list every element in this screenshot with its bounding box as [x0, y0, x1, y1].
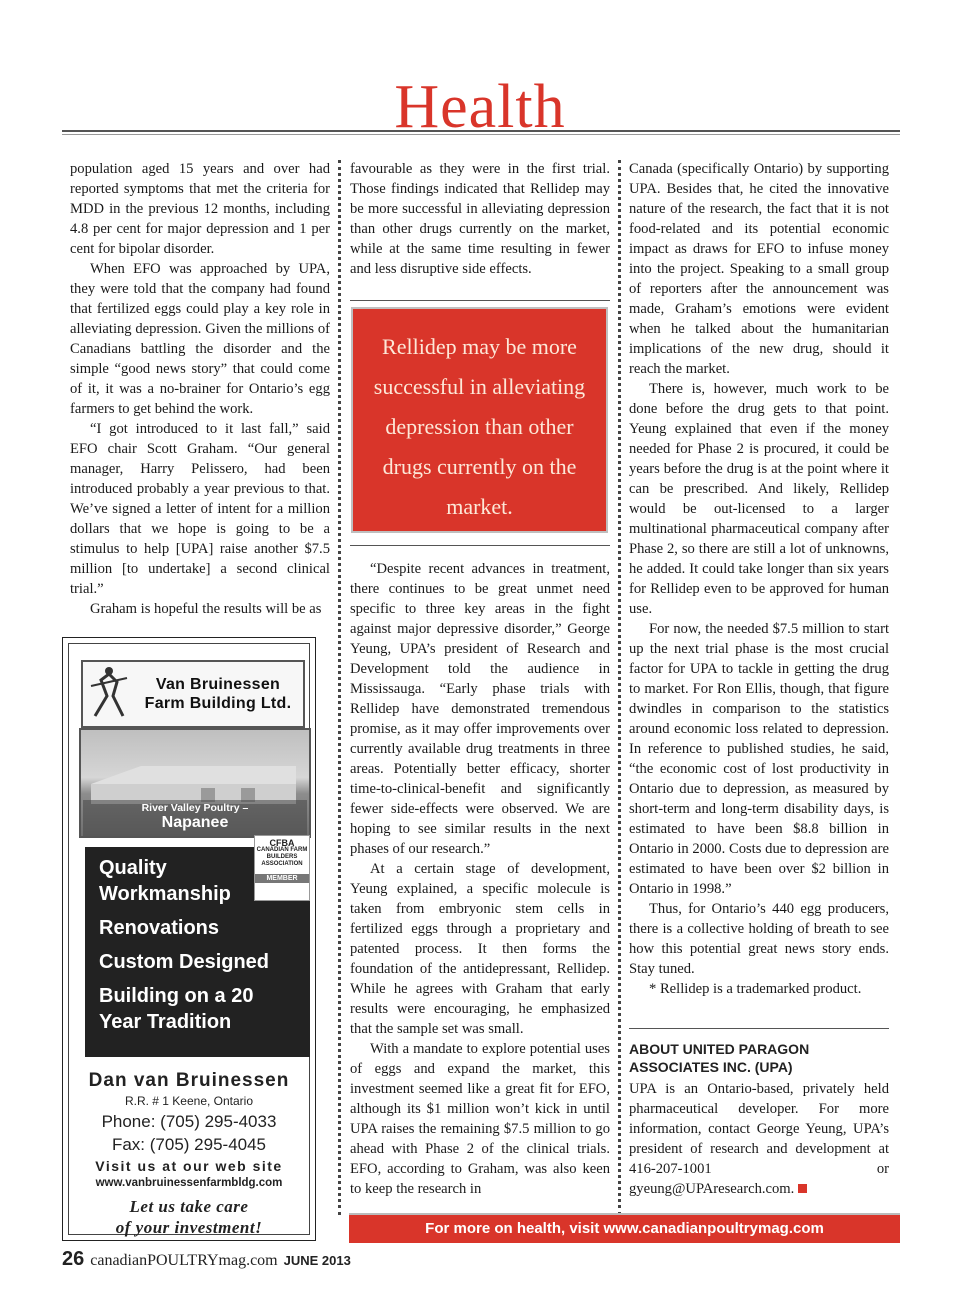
column-divider-dots	[338, 160, 341, 1215]
service-item: Building on a 20 Year Tradition	[99, 985, 254, 1033]
contact-phone: Phone: (705) 295-4033	[101, 1112, 277, 1131]
paragraph: Canada (specifically Ontario) by supporting UPA. Besides that, he cited the innovative nature of the research, the fact that it is not food-related and its potential economic impact as draws for EFO to infuse money into the project. Speaking to a small group of reporters after the announcement was made, Graham’s emotions were evident when he talked about the humanitarian implications of the new drug, should it reach the market.	[629, 161, 889, 377]
paragraph: Thus, for Ontario’s 440 egg producers, there is a collective holding of breath to see how this potential great news story ends. Stay tuned.	[629, 901, 889, 977]
service-item: Quality Workmanship	[99, 857, 231, 905]
contact-name: Dan van Bruinessen	[88, 1070, 290, 1091]
contact-address: R.R. # 1 Keene, Ontario	[124, 1094, 254, 1108]
column-divider-dots	[618, 160, 621, 1215]
paragraph: When EFO was approached by UPA, they were told that the company had found that fertilized eggs could play a key role in alleviating depression. Given the millions of Canadians battling the disorder and the simple “good news story” that could come of it, it was a no-brainer for Ontario’s egg farmers to get behind the work.	[70, 261, 330, 417]
paragraph: “Despite recent advances in treatment, there continues to be great unmet need specific to three key areas in the fight against major depressive disorder,” George Yeung, UPA’s president of Research and Development told the audience in Mississauga. “Early phase trials with Rellidep have demonstrated tremendous promise, as it may offer improvements over currently available drug treatments in three areas. Potentially better efficacy, shorter time-to-clinical-benefit and significantly fewer side-effects were observed. We are hoping to see similar results in the next phases of our research.”	[350, 561, 610, 857]
article-column-3	[629, 159, 889, 999]
paragraph: favourable as they were in the first trial. Those findings indicated that Rellidep may be more successful in alleviating depression than other drugs currently on the market, while at the same time resulting in fewer and less disruptive side effects.	[350, 161, 610, 277]
company-name-line1: Van Bruinessen	[155, 676, 281, 693]
photo-caption-line2: Napanee	[161, 814, 229, 831]
tagline-line2: of your investment!	[115, 1218, 263, 1237]
paragraph: At a certain stage of development, Yeung explained, a specific molecule is taken from embryonic stem cells in fertilized eggs through a proprietary and patented process. It then forms the foundation of the antidepressant, Rellidep. While he agrees with Graham that early results were encouraging, he emphasized that the sample set was small.	[350, 861, 610, 1037]
sidebar-rule	[629, 1028, 889, 1029]
paragraph: For now, the needed $7.5 million to start up the next trial phase is the most crucial factor for UPA to tackle in getting the drug to market. For Ron Ellis, though, that figure dwindles in comparison to the statistics around economic loss related to depression. In reference to published studies, he said, “the economic cost of lost productivity in Ontario due to depression, as measured by short-term and long-term disability days, is estimated to have been $8.8 billion in Ontario in 2000. Costs due to depression are estimated to have been over $2 billion in Ontario in 1998.”	[629, 621, 889, 897]
cfba-mark: CFBA	[269, 838, 295, 848]
ad-frame	[68, 643, 310, 1235]
barn-builder-figure-icon	[87, 666, 131, 720]
service-item: Renovations	[99, 917, 220, 939]
article-column-2-top	[350, 159, 610, 279]
page-number: 26	[62, 1248, 85, 1270]
advertisement	[62, 637, 316, 1241]
article-column-1	[70, 159, 330, 619]
footer-banner: For more on health, visit www.canadianpoultrymag.com	[349, 1213, 900, 1243]
website-url: www.vanbruinessenfarmbldg.com	[95, 1177, 283, 1189]
about-box	[629, 1079, 889, 1199]
paragraph: “I got introduced to it last fall,” said EFO chair Scott Graham. “Our general manager, Harry Pelissero, had been introduced probably a year previous to that. We’ve signed a letter of intent for a million dollars that we hope is going to be a stimulus to help [UPA] raise another $7.5 million [to undertake] a second clinical trial.”	[70, 421, 330, 597]
pullquote-rule-bottom	[350, 545, 610, 546]
about-heading: ABOUT UNITED PARAGON ASSOCIATES INC. (UPA)	[629, 1041, 810, 1075]
photo-caption	[83, 800, 307, 836]
service-item: Custom Designed	[99, 951, 270, 973]
company-name-line2: Farm Building Ltd.	[144, 695, 292, 712]
pull-quote: Rellidep may be more successful in alleviating depression than other drugs currently on the market.	[351, 307, 608, 533]
magazine-site: canadianPOULTRYmag.com	[90, 1252, 278, 1269]
cfba-member-badge	[254, 835, 310, 901]
paragraph: With a mandate to explore potential uses of eggs and expand the market, this investment seemed like a great fit for EFO, although its $1 million won’t kick in until UPA raises the remaining $7.5 million to go ahead with Phase 2 of the clinical trials. EFO, according to Graham, was also keen to keep the research in	[350, 1041, 610, 1197]
section-title: Health	[394, 73, 566, 141]
barn-photo	[79, 728, 311, 838]
company-logo	[81, 660, 305, 728]
cfba-member-label: MEMBER	[255, 874, 309, 883]
tagline-line1: Let us take care	[129, 1197, 249, 1216]
services-panel	[85, 838, 310, 1057]
contact-fax: Fax: (705) 295-4045	[111, 1135, 267, 1154]
cfba-text: CANADIAN FARM BUILDERS ASSOCIATION	[256, 847, 308, 867]
paragraph: population aged 15 years and over had reported symptoms that met the criteria for MDD in the previous 12 months, including 4.8 per cent for major depression and 1 per cent for bipolar disorder.	[70, 161, 330, 257]
header-rule-thin	[62, 134, 900, 135]
visit-website-label: Visit us at our web site	[95, 1158, 283, 1174]
page-folio	[62, 1248, 351, 1271]
paragraph: Graham is hopeful the results will be as	[90, 601, 322, 617]
trademark-note: * Rellidep is a trademarked product.	[649, 981, 862, 997]
photo-caption-line1: River Valley Poultry –	[141, 802, 249, 814]
pullquote-rule-top	[350, 300, 610, 301]
end-mark-icon	[798, 1184, 807, 1193]
paragraph: There is, however, much work to be done before the drug gets to that point. Yeung explained that even if the money needed for Phase 2 is procured, it could be years before the drug is at the point where it can be prescribed. And likely, Rellidep would be out-licensed to a larger multinational pharmaceutical company after Phase 2, so there are still a lot of unknowns, he added. It could take longer than six years for Rellidep even to be approved for human use.	[629, 381, 889, 617]
about-body: UPA is an Ontario-based, privately held pharmaceutical developer. For more information, contact George Yeung, UPA’s president of research and development at 416-207-1001 or gyeung@UPAresearch.com.	[629, 1081, 889, 1197]
article-column-2-bottom	[350, 559, 610, 1199]
header-rule	[62, 130, 900, 132]
issue-date: JUNE 2013	[283, 1253, 351, 1268]
